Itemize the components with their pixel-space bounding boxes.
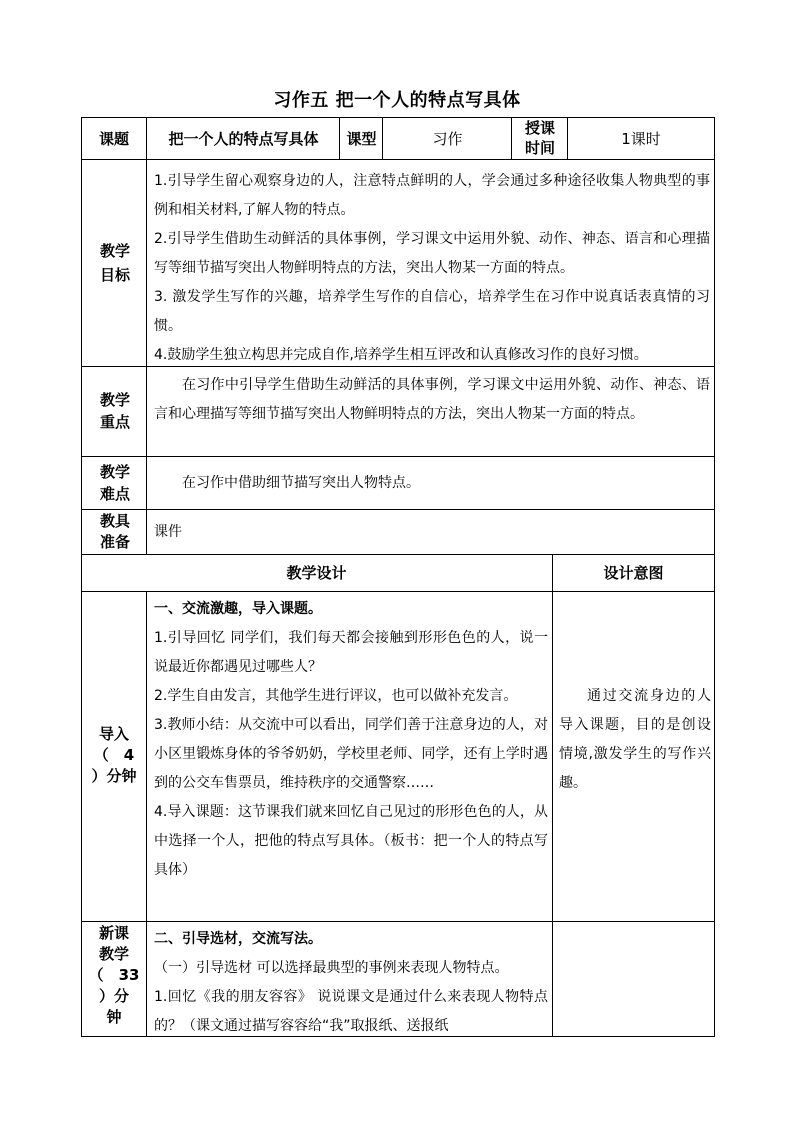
difficulty-label: 教学难点: [99, 462, 130, 503]
lesson-plan-table: [81, 117, 715, 1037]
goal-item: 1.引导学生留心观察身边的人，注意特点鲜明的人，学会通过多种途径收集人物典型的事例和相关材料,了解人物的特点。: [154, 173, 710, 218]
intro-label-line: （ 4: [93, 746, 135, 764]
intro-label: [85, 724, 143, 787]
design-header: 教学设计: [286, 564, 347, 582]
newlesson-label: [85, 923, 143, 1028]
newlesson-label-line: 新课: [98, 924, 129, 942]
newlesson-item: 1.回忆《我的朋友容容》 说说课文是通过什么来表现人物特点的？（课文通过描写容容给“我”取报纸、送报纸: [154, 989, 548, 1034]
goal-item: 4.鼓励学生独立构思并完成自作,培养学生相互评改和认真修改习作的良好习惯。: [154, 347, 648, 363]
intro-item: 1.引导回忆 同学们，我们每天都会接触到形形色色的人，说一说最近你都遇见过哪些人？: [154, 630, 548, 675]
topic-value: 把一个人的特点写具体: [168, 129, 319, 148]
newlesson-sub: （一）引导选材 可以选择最典型的事例来表现人物特点。: [154, 960, 509, 976]
newlesson-label-line: 钟: [106, 1008, 122, 1026]
topic-label: 课题: [98, 129, 129, 148]
goals-label: 教学目标: [99, 241, 130, 284]
tools-label: 教具准备: [99, 511, 130, 551]
goal-item: 3. 激发学生写作的兴趣，培养学生写作的自信心，培养学生在习作中说真话表真情的习惯。: [154, 289, 710, 334]
intro-intent: 通过交流身边的人导入课题，目的是创设情境,激发学生的写作兴趣。: [559, 688, 711, 791]
page-title: 习作五 把一个人的特点写具体: [273, 90, 521, 111]
newlesson-label-line: ）分: [98, 987, 129, 1005]
intro-item: 3.教师小结：从交流中可以看出，同学们善于注意身边的人，对小区里锻炼身体的爷爷奶奶，学校里老师、同学，还有上学时遇到的公交车售票员，维持秩序的交通警察……: [154, 717, 548, 791]
tools-text: 课件: [154, 524, 182, 540]
type-label: 课型: [346, 129, 377, 148]
intro-label-line: ）分钟: [91, 767, 137, 785]
newlesson-content: [154, 925, 548, 1036]
intro-heading: 一、交流激趣，导入课题。: [154, 601, 322, 617]
type-value: 习作: [432, 129, 463, 148]
difficulty-text: 在习作中借助细节描写突出人物特点。: [182, 475, 420, 491]
intent-header: 设计意图: [603, 564, 664, 582]
intro-label-line: 导入: [98, 725, 129, 743]
hours-label: 授课时间: [524, 119, 555, 157]
goal-item: 2.引导学生借助生动鲜活的具体事例，学习课文中运用外貌、动作、神态、语言和心理描写等细节描写突出人物鲜明特点的方法，突出人物某一方面的特点。: [154, 231, 710, 276]
hours-value: 1课时: [621, 129, 661, 148]
intro-item: 2.学生自由发言，其他学生进行评议，也可以做补充发言。: [154, 688, 518, 704]
intro-item: 4.导入课题：这节课我们就来回忆自己见过的形形色色的人，从中选择一个人，把他的特点写具体。（板书：把一个人的特点写具体）: [154, 804, 548, 878]
focus-label: 教学重点: [99, 391, 130, 431]
newlesson-heading: 二、引导选材，交流写法。: [154, 931, 322, 947]
goals-list: [154, 167, 710, 370]
newlesson-label-line: 教学: [98, 945, 129, 963]
intro-content: [154, 595, 548, 885]
newlesson-label-line: （ 33: [88, 966, 140, 984]
focus-text: 在习作中引导学生借助生动鲜活的具体事例，学习课文中运用外貌、动作、神态、语言和心理描写等细节描写突出人物鲜明特点的方法，突出人物某一方面的特点。: [154, 377, 710, 422]
